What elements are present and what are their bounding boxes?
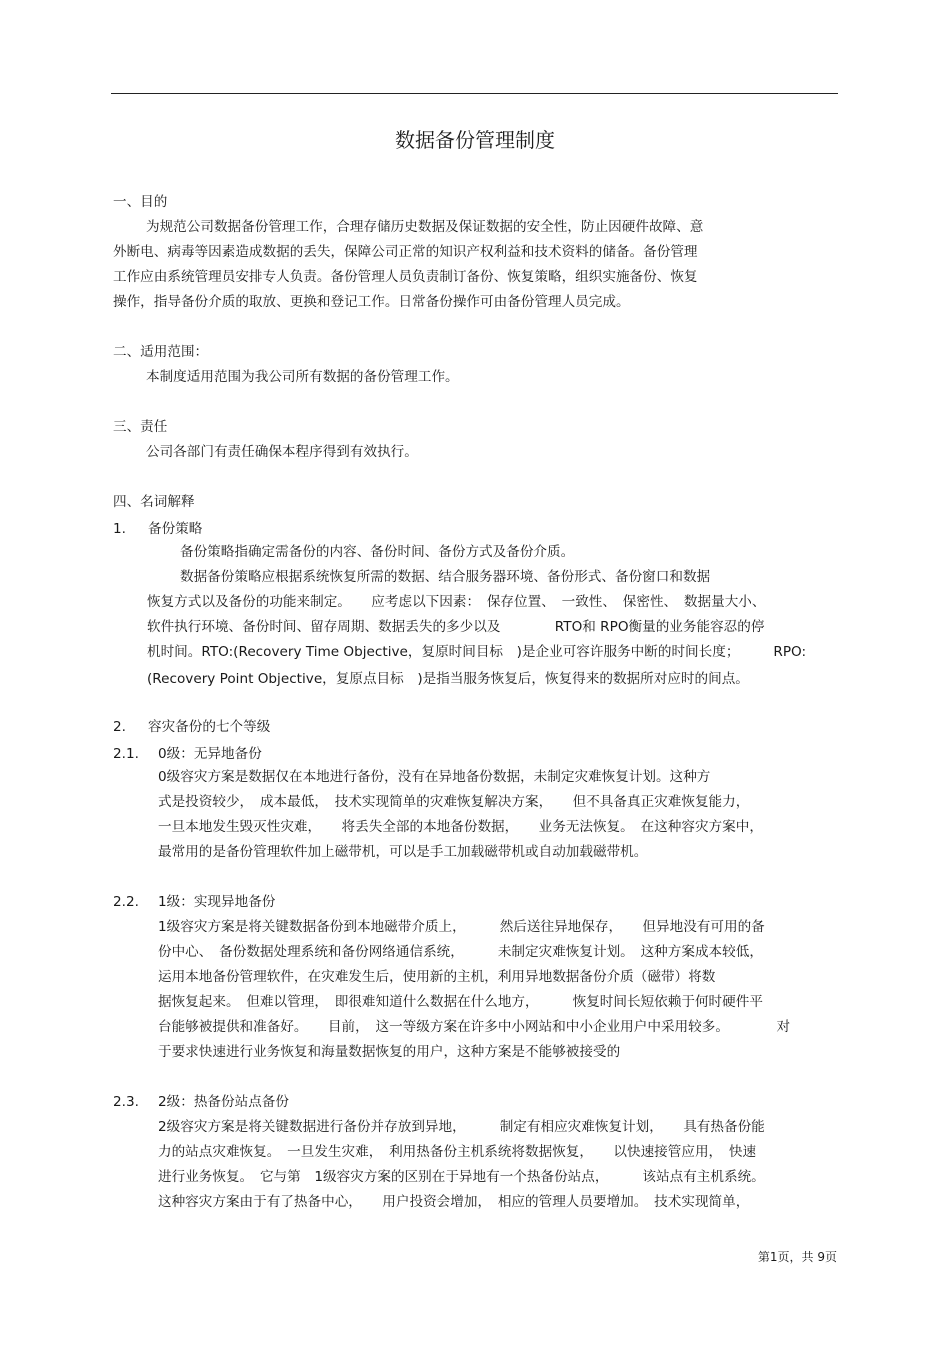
paragraph-line: 最常用的是备份管理软件加上磁带机，可以是手工加载磁带机或自动加载磁带机。 — [158, 844, 648, 860]
paragraph-line: 数据备份策略应根据系统恢复所需的数据、结合服务器环境、备份形式、备份窗口和数据 — [180, 569, 711, 585]
paragraph-line: 0级容灾方案是数据仅在本地进行备份，没有在异地备份数据，未制定灾难恢复计划。这种方 — [158, 769, 711, 785]
paragraph-line: 操作，指导备份介质的取放、更换和登记工作。日常备份操作可由备份管理人员完成。 — [113, 294, 630, 310]
paragraph-line: 这种容灾方案由于有了热备中心， 用户投资会增加， 相应的管理人员要增加。 技术实现简单， — [158, 1194, 750, 1210]
subitem-title-level-2: 2级：热备份站点备份 — [158, 1094, 289, 1110]
section-heading-glossary: 四、名词解释 — [113, 494, 195, 510]
paragraph-line: 2级容灾方案是将关键数据进行备份并存放到异地， 制定有相应灾难恢复计划， 具有热备份能 — [158, 1119, 765, 1135]
header-rule — [111, 93, 838, 94]
paragraph-line: 软件执行环境、备份时间、留存周期、数据丢失的多少以及 RTO和 RPO衡量的业务能容忍的停 — [147, 619, 765, 635]
paragraph-line: 工作应由系统管理员安排专人负责。备份管理人员负责制订备份、恢复策略，组织实施备份、恢复 — [113, 269, 698, 285]
paragraph-line: 一旦本地发生毁灭性灾难， 将丢失全部的本地备份数据， 业务无法恢复。 在这种容灾方案中， — [158, 819, 763, 835]
subitem-number: 2.2. — [113, 894, 139, 910]
paragraph-line: 恢复方式以及备份的功能来制定。 应考虑以下因素： 保存位置、 一致性、 保密性、 数据量大小、 — [147, 594, 766, 610]
subitem-number: 2.3. — [113, 1094, 139, 1110]
paragraph-line: 为规范公司数据备份管理工作，合理存储历史数据及保证数据的安全性，防止因硬件故障、意 — [146, 219, 704, 235]
paragraph-line: (Recovery Point Objective，复原点目标 )是指当服务恢复后，恢复得来的数据所对应时的间点。 — [147, 671, 749, 687]
paragraph-line: 台能够被提供和准备好。 目前， 这一等级方案在许多中小网站和中小企业用户中采用较多。 对 — [158, 1019, 791, 1035]
paragraph-line: 运用本地备份管理软件，在灾难发生后，使用新的主机，利用异地数据备份介质（磁带）将数 — [158, 969, 716, 985]
paragraph-line: 进行业务恢复。 它与第 1级容灾方案的区别在于异地有一个热备份站点， 该站点有主机系统。 — [158, 1169, 765, 1185]
paragraph-line: 外断电、病毒等因素造成数据的丢失，保障公司正常的知识产权利益和技术资料的储备。备份管理 — [113, 244, 698, 260]
item-title-disaster-levels: 容灾备份的七个等级 — [148, 719, 271, 735]
paragraph-line: 式是投资较少， 成本最低， 技术实现简单的灾难恢复解决方案， 但不具备真正灾难恢复能力， — [158, 794, 750, 810]
paragraph-line: 据恢复起来。 但难以管理， 即很难知道什么数据在什么地方， 恢复时间长短依赖于何时硬件平 — [158, 994, 763, 1010]
page-title: 数据备份管理制度 — [395, 128, 555, 152]
section-heading-responsibility: 三、责任 — [113, 419, 168, 435]
subitem-number: 2.1. — [113, 746, 139, 762]
paragraph-line: 机时间。RTO:(Recovery Time Objective，复原时间目标 )是企业可容许服务中断的时间长度； RPO: — [147, 644, 807, 660]
paragraph-line: 份中心、 备份数据处理系统和备份网络通信系统， 未制定灾难恢复计划。 这种方案成本较低， — [158, 944, 763, 960]
paragraph-line: 力的站点灾难恢复。 一旦发生灾难， 利用热备份主机系统将数据恢复， 以快速接管应用， 快速 — [158, 1144, 757, 1160]
subitem-title-level-0: 0级：无异地备份 — [158, 746, 262, 762]
item-number: 2. — [113, 719, 126, 735]
item-number: 1. — [113, 521, 126, 537]
paragraph-line: 于要求快速进行业务恢复和海量数据恢复的用户，这种方案是不能够被接受的 — [158, 1044, 621, 1060]
item-title-backup-strategy: 备份策略 — [148, 521, 203, 537]
paragraph-line: 公司各部门有责任确保本程序得到有效执行。 — [146, 444, 418, 460]
paragraph-line: 1级容灾方案是将关键数据备份到本地磁带介质上， 然后送往异地保存， 但异地没有可用的备 — [158, 919, 765, 935]
paragraph-line: 备份策略指确定需备份的内容、备份时间、备份方式及备份介质。 — [180, 544, 575, 560]
subitem-title-level-1: 1级：实现异地备份 — [158, 894, 276, 910]
section-heading-scope: 二、适用范围： — [113, 344, 209, 360]
paragraph-line: 本制度适用范围为我公司所有数据的备份管理工作。 — [146, 369, 459, 385]
page-footer: 第1页，共 9页 — [757, 1250, 837, 1264]
section-heading-purpose: 一、目的 — [113, 194, 168, 210]
